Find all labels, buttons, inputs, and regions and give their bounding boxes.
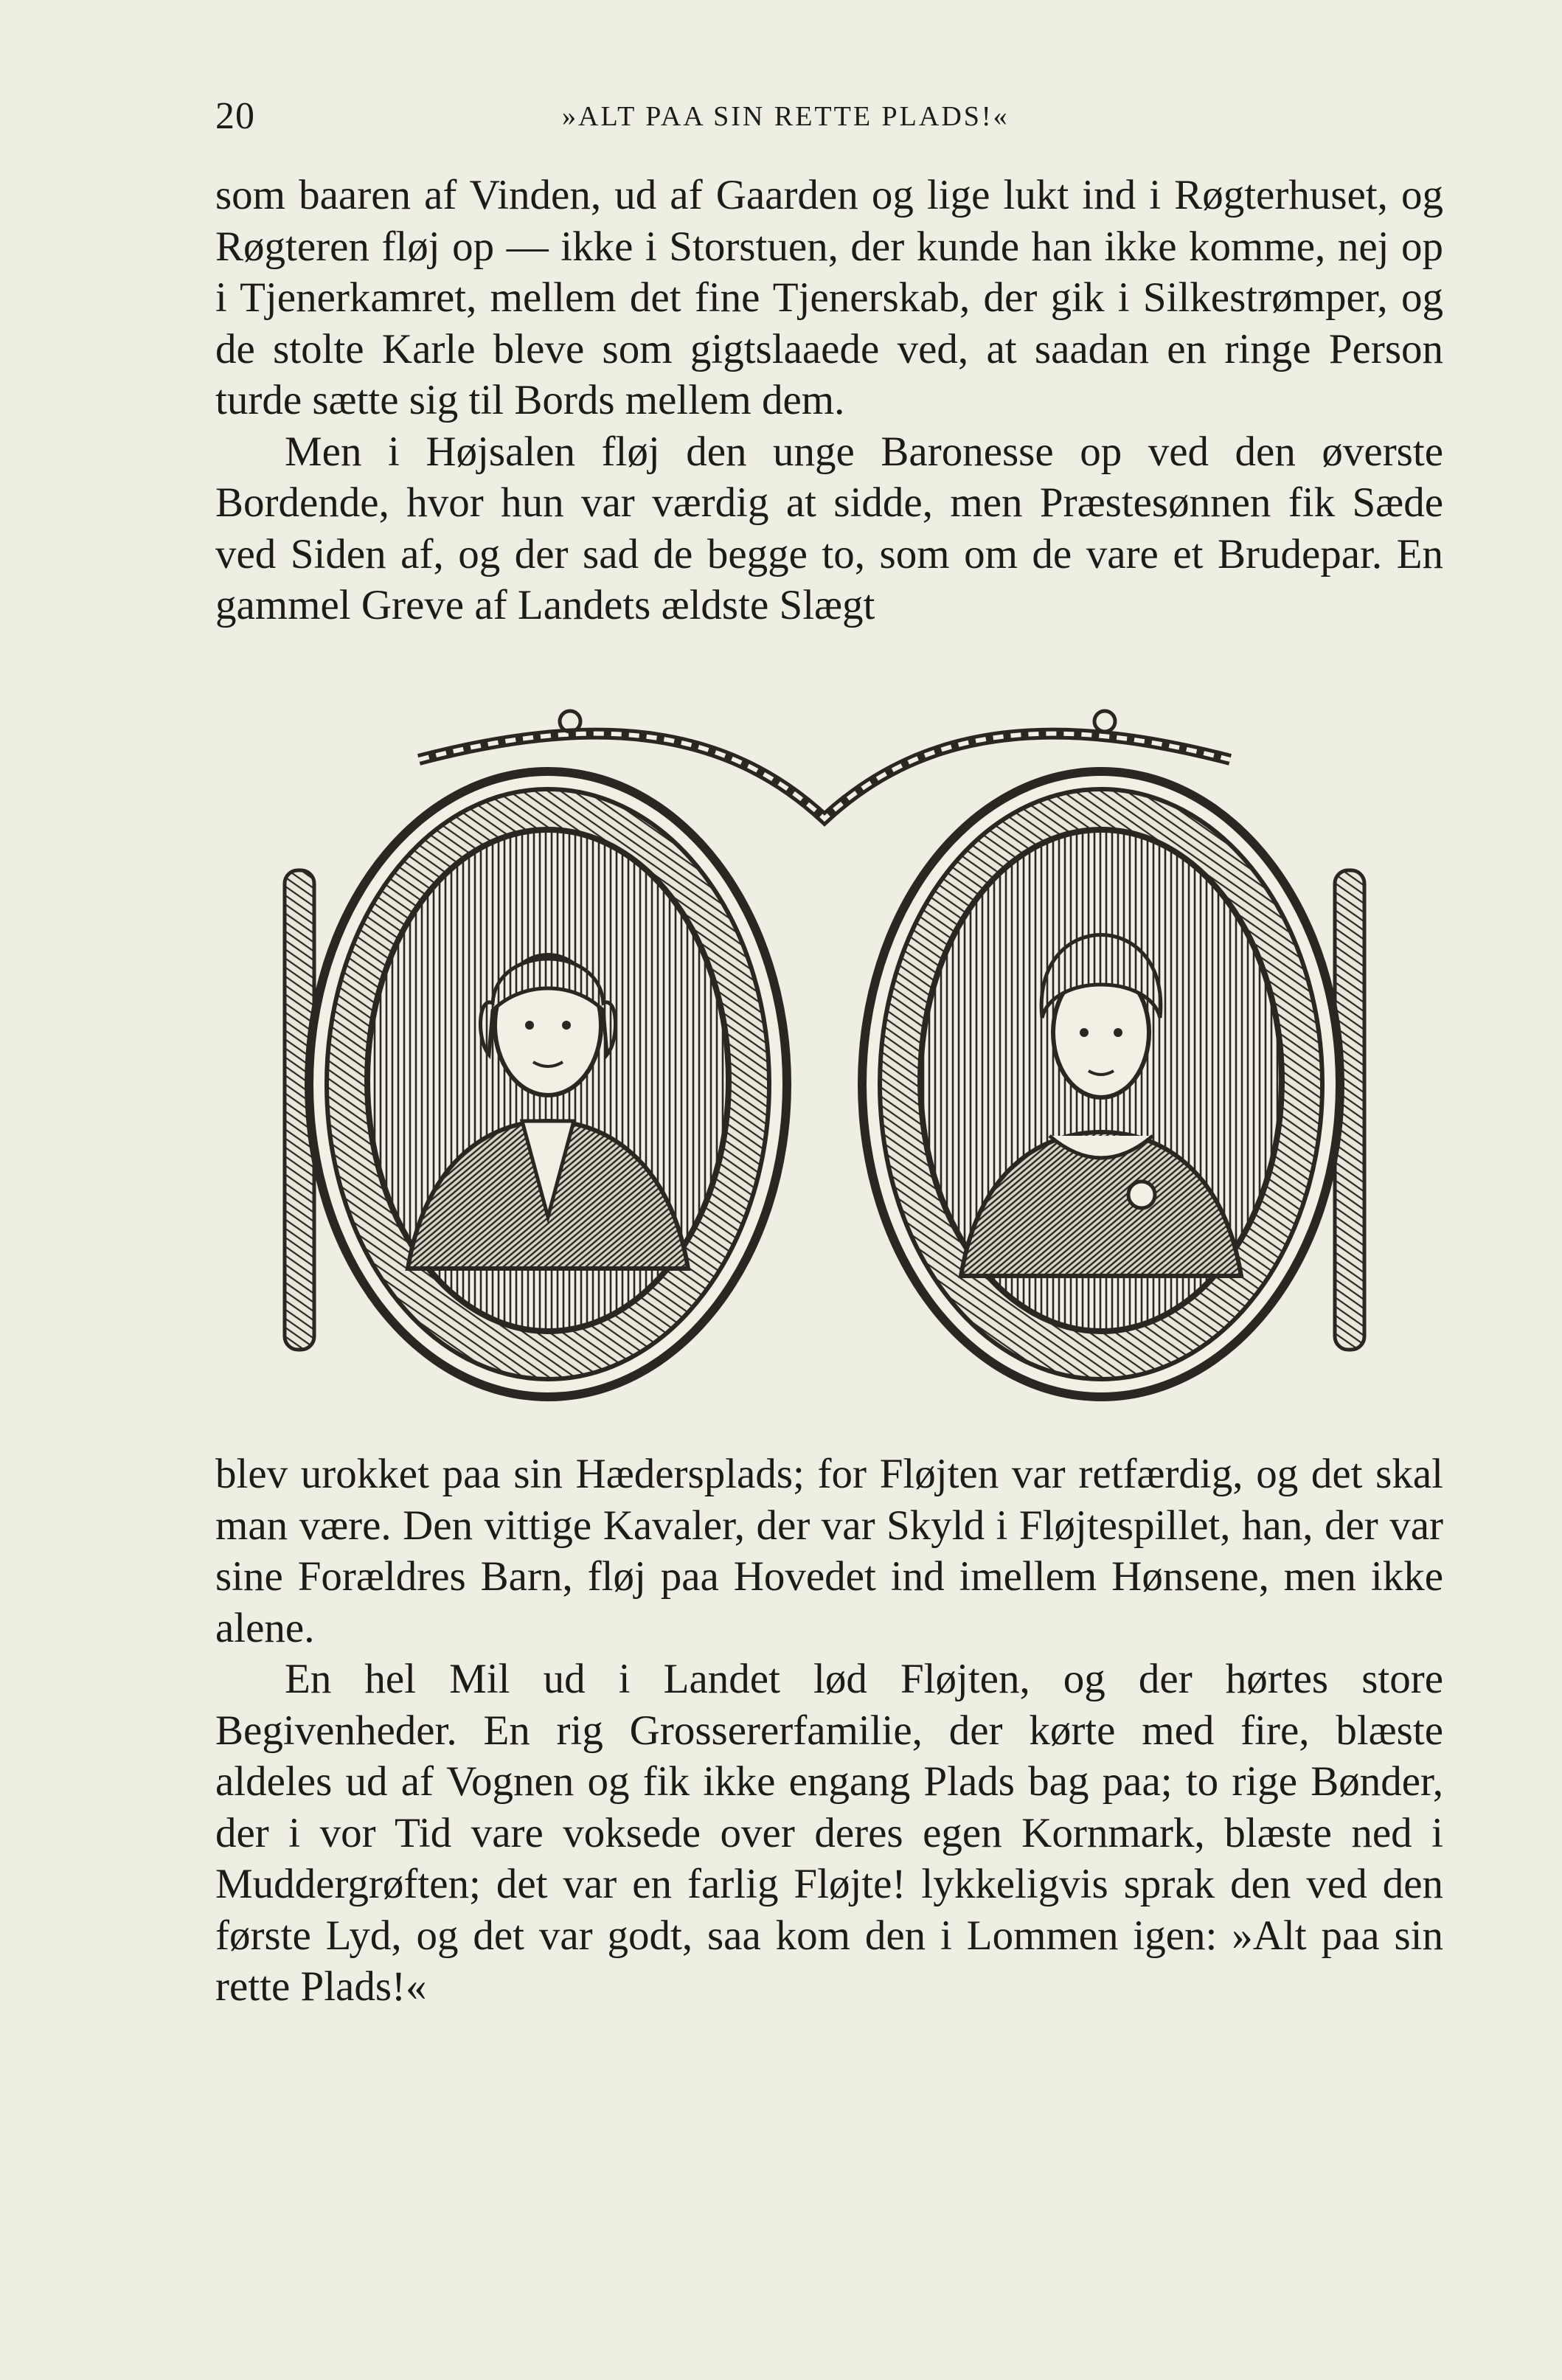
page-number: 20 [215,95,255,137]
paragraph: som baaren af Vinden, ud af Gaarden og lige lukt ind i Røgterhuset, og Røgteren fløj op — ikke i Storstuen, der kunde han ikke komme, nej op i Tjenerkamret, mellem det fine Tjenerskab, der gik i Silkestrømper, og de stolte Karle bleve som gigtslaaede ved, at saadan en ringe Person turde sætte sig til Bords mellem dem. [215,172,1443,423]
paragraph: En hel Mil ud i Landet lød Fløjten, og der hørtes store Begivenheder. En rig Grossererfamilie, der kørte med fire, blæste aldeles ud af Vognen og fik ikke engang Plads bag paa; to rige Bønder, der i vor Tid vare voksede over deres egen Kornmark, blæste ned i Muddergrøften; det var en farlig Fløjte! lykkeligvis sprak den ved den første Lyd, og det var godt, saa kom den i Lommen igen: »Alt paa sin rette Plads!« [215,1656,1443,2010]
running-title: »ALT PAA SIN RETTE PLADS!« [562,101,1010,132]
paragraph: Men i Højsalen fløj den unge Baronesse op ved den øverste Bordende, hvor hun var værdig at sidde, men Præstesønnen fik Sæde ved Siden af, og der sad de begge to, som om de vare et Brudepar. En gammel Greve af Landets ældste Slægt [215,428,1443,628]
paragraph: blev urokket paa sin Hædersplads; for Fløjten var retfærdig, og det skal man være. Den vittige Kavaler, der var Skyld i Fløjtespillet, han, der var sine Forældres Barn, fløj paa Hovedet ind imellem Hønsene, men ikke alene. [215,1451,1443,1651]
engraved-double-portrait-medallions-icon [279,708,1370,1416]
text-block-bottom [215,1449,1443,2013]
portrait-medallions-illustration [279,708,1370,1416]
running-head [215,87,1443,146]
text-block-top [215,170,1443,631]
